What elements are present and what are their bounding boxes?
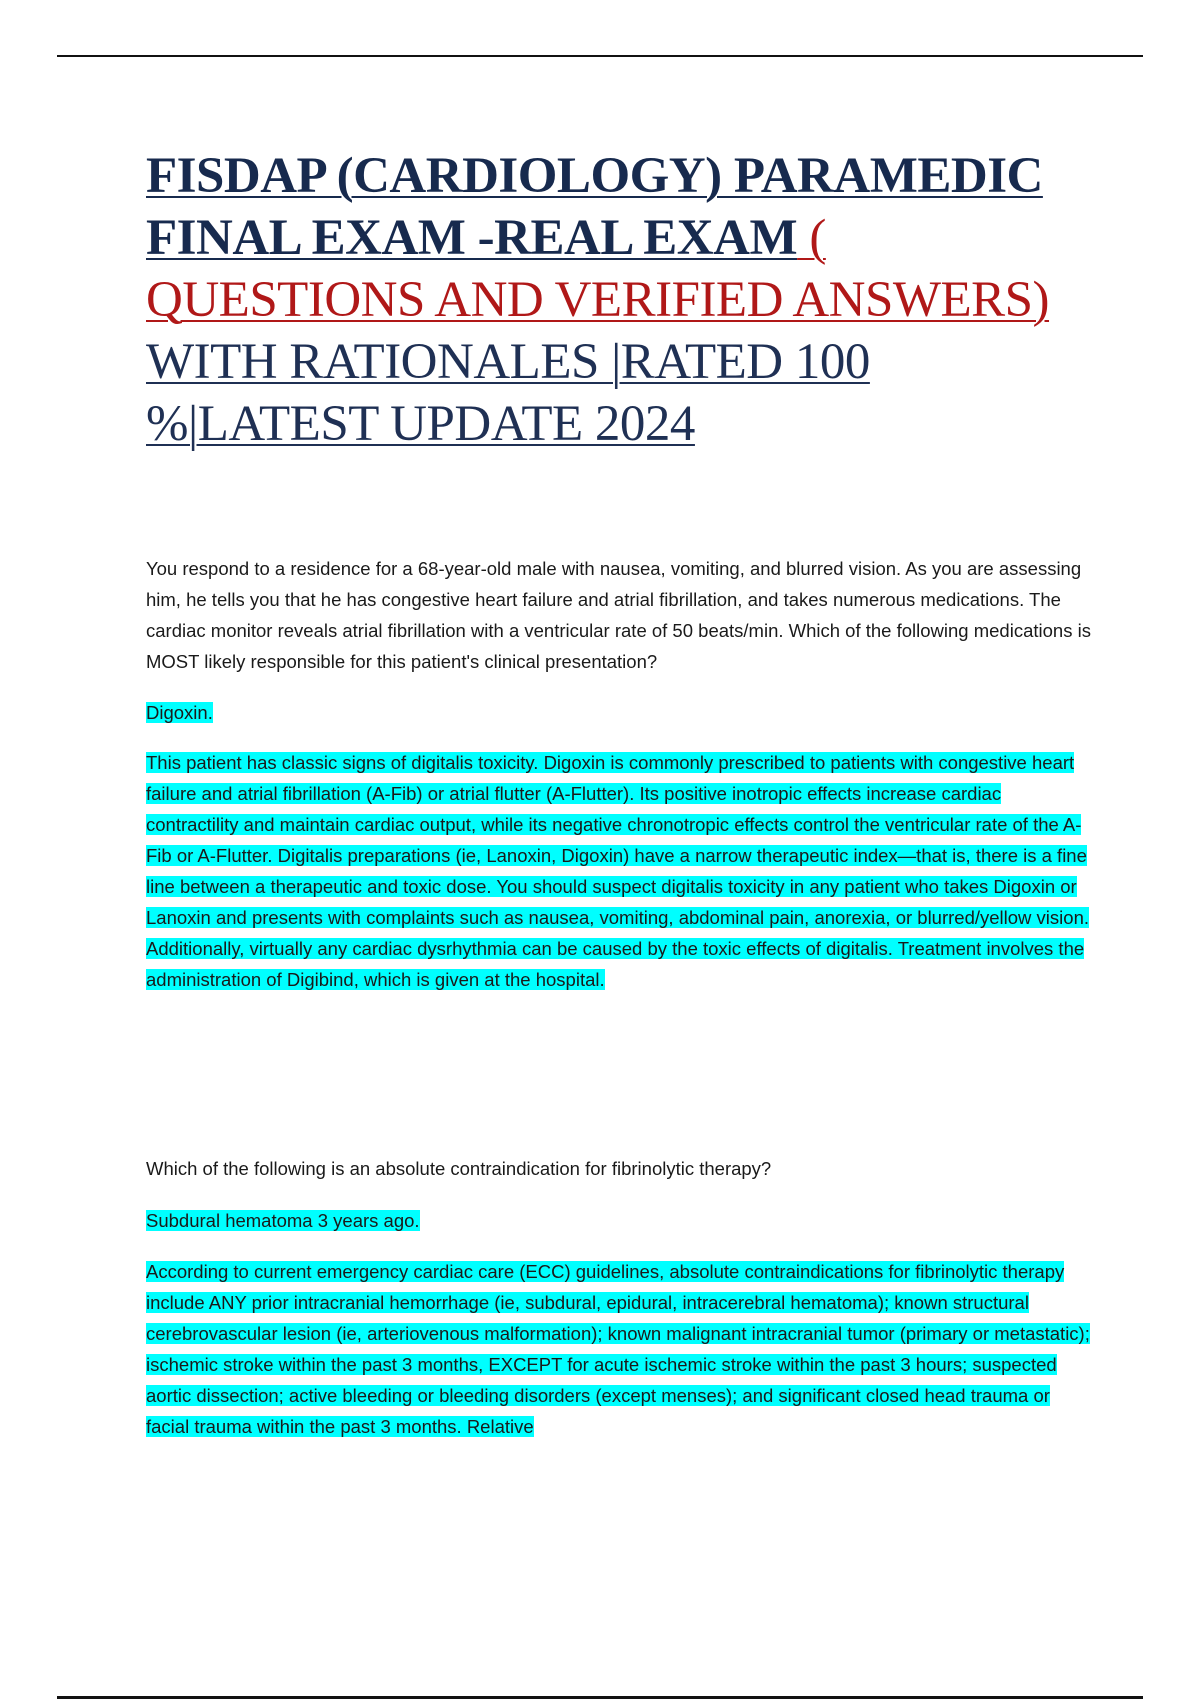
question-2-text: Which of the following is an absolute contraindication for fibrinolytic therapy? bbox=[146, 1158, 772, 1179]
document-title bbox=[146, 145, 1096, 455]
rationale-2-text: According to current emergency cardiac care (ECC) guidelines, absolute contraindications for fibrinolytic therapy include ANY prior intracranial hemorrhage (ie, subdural, epidural, intracerebral hematoma); known structural cerebrovascular lesion (ie, arteriovenous malformation); known malignant intracranial tumor (primary or metastatic); ischemic stroke within the past 3 months, EXCEPT for acute ischemic stroke within the past 3 hours; suspected aortic dissection; active bleeding or bleeding disorders (except menses); and significant closed head trauma or facial trauma within the past 3 months. Relative bbox=[146, 1261, 1090, 1437]
answer-2-text: Subdural hematoma 3 years ago. bbox=[146, 1210, 420, 1231]
title-part-red: ( QUESTIONS AND VERIFIED ANSWERS) bbox=[146, 210, 1050, 328]
answer-1-line bbox=[146, 697, 1091, 728]
answer-1-text: Digoxin. bbox=[146, 702, 213, 723]
answer-2-line bbox=[146, 1205, 1091, 1236]
title-part-navy: WITH RATIONALES |RATED 100 %|LATEST UPDATE 2024 bbox=[146, 334, 870, 452]
top-rule bbox=[57, 55, 1143, 57]
bottom-rule bbox=[57, 1696, 1143, 1699]
title-part-bold: FISDAP (CARDIOLOGY) PARAMEDIC FINAL EXAM -REAL EXAM bbox=[146, 148, 1043, 266]
question-1-text: You respond to a residence for a 68-year-old male with nausea, vomiting, and blurred vision. As you are assessing him, he tells you that he has congestive heart failure and atrial fibrillation, and takes numerous medications. The cardiac monitor reveals atrial fibrillation with a ventricular rate of 50 beats/min. Which of the following medications is MOST likely responsible for this patient's clinical presentation? bbox=[146, 558, 1091, 672]
rationale-2-block bbox=[146, 1256, 1091, 1442]
rationale-1-block bbox=[146, 747, 1091, 995]
rationale-1-text: This patient has classic signs of digitalis toxicity. Digoxin is commonly prescribed to patients with congestive heart failure and atrial fibrillation (A-Fib) or atrial flutter (A-Flutter). Its positive inotropic effects increase cardiac contractility and maintain cardiac output, while its negative chronotropic effects control the ventricular rate of the A-Fib or A-Flutter. Digitalis preparations (ie, Lanoxin, Digoxin) have a narrow therapeutic index—that is, there is a fine line between a therapeutic and toxic dose. You should suspect digitalis toxicity in any patient who takes Digoxin or Lanoxin and presents with complaints such as nausea, vomiting, abdominal pain, anorexia, or blurred/yellow vision. Additionally, virtually any cardiac dysrhythmia can be caused by the toxic effects of digitalis. Treatment involves the administration of Digibind, which is given at the hospital. bbox=[146, 752, 1089, 990]
